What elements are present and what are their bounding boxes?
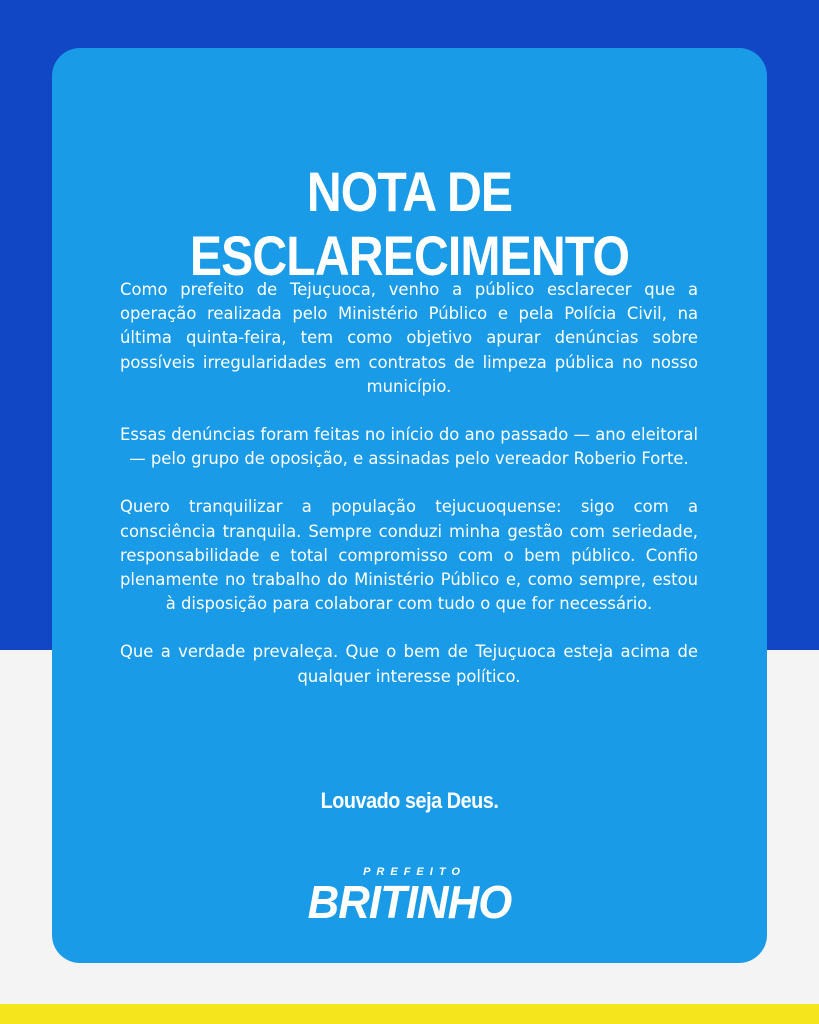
statement-card <box>52 48 767 963</box>
page-title <box>102 160 717 288</box>
brand-name: BRITINHO <box>307 876 512 928</box>
title-line-2: ESCLARECIMENTO <box>189 224 630 287</box>
paragraph-1: Como prefeito de Tejuçuoca, venho a público esclarecer que a operação realizada pelo Ministério Público e pela Polícia Civil, na última quinta-feira, tem como objetivo apurar denúncias sobre possíveis irregularidades em contratos de limpeza pública no nosso município. <box>120 280 698 396</box>
title-line-1: NOTA DE <box>306 160 513 223</box>
brand-subtitle: PREFEITO <box>363 866 466 878</box>
paragraph-2: Essas denúncias foram feitas no início do ano passado — ano eleitoral — pelo grupo de oposição, e assinadas pelo vereador Roberio Forte. <box>120 425 698 469</box>
paragraph-3: Quero tranquilizar a população tejucuoquense: sigo com a consciência tranquila. Sempre conduzi minha gestão com seriedade, responsabilidade e total compromisso com o bem público. Confio plenamente no trabalho do Ministério Público e, como sempre, estou à disposição para colaborar com tudo o que for necessário. <box>120 497 698 614</box>
brand-logo <box>52 866 767 926</box>
signoff: Louvado seja Deus. <box>320 788 499 813</box>
paragraph-4: Que a verdade prevaleça. Que o bem de Tejuçuoca esteja acima de qualquer interesse político. <box>120 642 698 686</box>
statement-body <box>120 278 698 713</box>
background-yellow-stripe <box>0 1004 819 1024</box>
